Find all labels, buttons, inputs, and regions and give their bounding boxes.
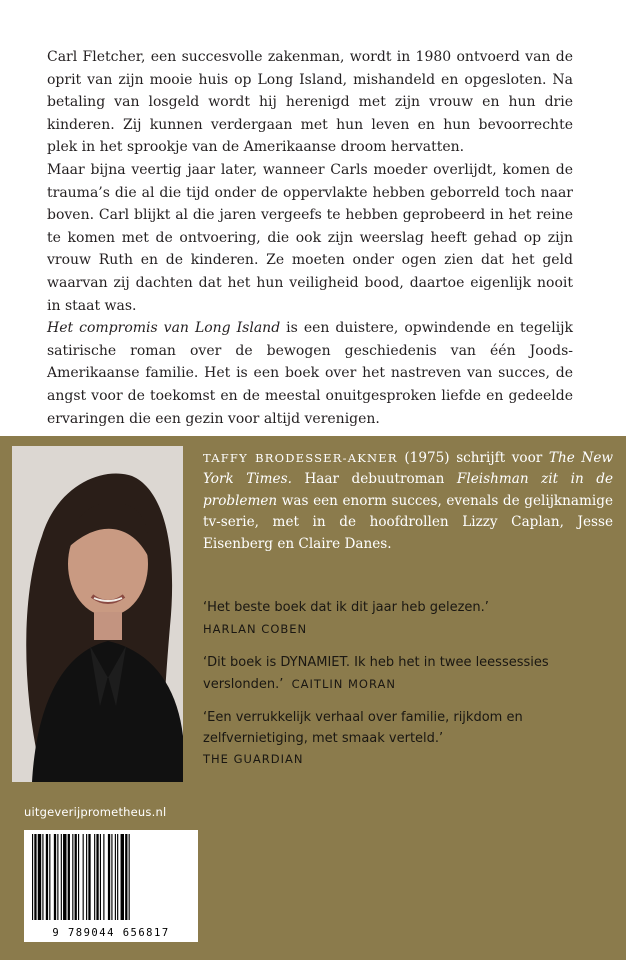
barcode-bar	[54, 834, 56, 920]
barcode-bar	[61, 834, 62, 920]
back-cover-top	[0, 0, 626, 436]
barcode-bar	[63, 834, 66, 920]
barcode-bar	[83, 834, 84, 920]
barcode-bar	[75, 834, 77, 920]
review-quote	[203, 653, 613, 695]
barcode-bar	[111, 834, 112, 920]
quote-source: CAITLIN MORAN	[291, 676, 396, 691]
review-quotes	[203, 598, 613, 784]
barcode-bar	[49, 834, 50, 920]
barcode-bar	[86, 834, 87, 920]
synopsis-paragraph-1: Carl Fletcher, een succesvolle zakenman, wordt in 1980 ontvoerd van de oprit van zijn mooie huis op Long Island, mishandeld en opgesloten. Na betaling van losgeld wordt hij herenigd met zijn vrouw en hun drie kinderen. Zij kunnen verdergaan met hun leven en hun bevoorrechte plek in het sprookje van de Amerikaanse droom hervatten.	[47, 49, 573, 156]
barcode-bar	[46, 834, 48, 920]
author-name: TAFFY BRODESSER-AKNER	[203, 451, 398, 465]
barcode-bar	[96, 834, 98, 920]
publisher-website: uitgeverijprometheus.nl	[24, 805, 167, 819]
barcode-bar	[88, 834, 90, 920]
book-title: Het compromis van Long Island	[47, 320, 281, 337]
author-panel	[0, 436, 626, 960]
quote-source: THE GUARDIAN	[203, 752, 304, 766]
barcode-bar	[68, 834, 70, 920]
synopsis-paragraph-3	[47, 317, 573, 430]
barcode-bar	[108, 834, 110, 920]
barcode-bar	[42, 834, 43, 920]
isbn-number: 9 789044 656817	[52, 927, 170, 939]
bio-text-1: (1975) schrijft voor	[397, 450, 549, 466]
barcode-bar	[129, 834, 130, 920]
bio-text-2: Haar debuutroman	[291, 471, 457, 488]
newspaper-name: The New York Times.	[203, 450, 613, 488]
barcode-bar	[100, 834, 101, 920]
barcode-bar	[125, 834, 127, 920]
barcode-bar	[78, 834, 79, 920]
quote-source: HARLAN COBEN	[203, 621, 308, 636]
author-photo	[12, 446, 183, 782]
quote-text: ‘Het beste boek dat ik dit jaar heb gelezen.’	[203, 600, 489, 615]
review-quote	[203, 598, 613, 640]
barcode-bar	[32, 834, 33, 920]
synopsis	[47, 46, 573, 430]
barcode-bar	[121, 834, 124, 920]
review-quote	[203, 708, 613, 771]
barcode-bar	[57, 834, 58, 920]
barcode-bar	[34, 834, 36, 920]
isbn-barcode	[24, 830, 198, 942]
barcode-bar	[103, 834, 104, 920]
barcode-bar	[72, 834, 73, 920]
barcode-bar	[38, 834, 41, 920]
synopsis-paragraph-3-text: is een duistere, opwindende en tegelijk satirische roman over de bewogen geschiedenis van één Joods-Amerikaanse familie. Het is een boek over het nastreven van succes, de angst voor de toekomst en de meestal onuitgesproken liefde en gedeelde ervaringen die een gezin voor altijd verenigen.	[47, 320, 573, 427]
author-bio	[203, 448, 613, 555]
bio-text-3: was een enorm succes, evenals de gelijknamige tv-serie, met in de hoofdrollen Lizzy Caplan, Jesse Eisenberg en Claire Danes.	[203, 492, 613, 552]
quote-text: ‘Dit boek is DYNAMIET. Ik heb het in twee leessessies verslonden.’	[203, 655, 549, 692]
barcode-bar	[115, 834, 116, 920]
barcode-bar	[117, 834, 118, 920]
barcode-bar	[94, 834, 95, 920]
quote-text: ‘Een verrukkelijk verhaal over familie, rijkdom en zelfvernietiging, met smaak verteld.’	[203, 710, 523, 746]
synopsis-paragraph-2: Maar bijna veertig jaar later, wanneer Carls moeder overlijdt, komen de trauma’s die al die tijd onder de oppervlakte hebben geborreld toch naar boven. Carl blijkt al die jaren vergeefs te hebben geprobeerd in het reine te komen met de ontvoering, die ook zijn weerslag heeft gehad op zijn vrouw Ruth en de kinderen. Ze moeten onder ogen zien dat het geld waarvan zij dachten dat het hun veiligheid bood, daartoe eigenlijk nooit in staat was.	[47, 161, 573, 314]
debut-title: Fleishman zit in de problemen	[203, 471, 613, 509]
